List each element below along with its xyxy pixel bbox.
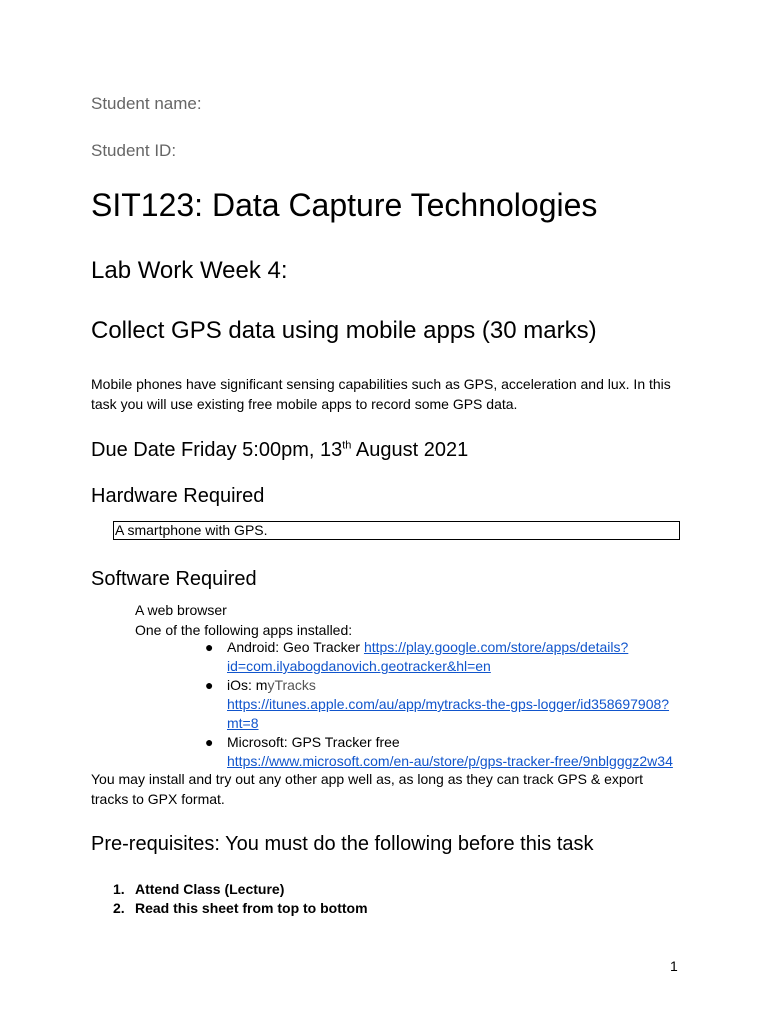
software-line-browser: A web browser bbox=[135, 602, 227, 618]
ios-app-label: iOs: m bbox=[227, 677, 268, 693]
task-title-heading: Collect GPS data using mobile apps (30 marks) bbox=[91, 317, 597, 344]
microsoft-app-label: Microsoft: GPS Tracker free bbox=[227, 734, 400, 750]
prereq-number: 2. bbox=[113, 900, 125, 916]
hardware-heading: Hardware Required bbox=[91, 485, 265, 507]
hardware-item-box: A smartphone with GPS. bbox=[113, 521, 680, 540]
prereq-text: Attend Class (Lecture) bbox=[135, 881, 285, 897]
list-item bbox=[207, 733, 673, 771]
intro-line-1: Mobile phones have significant sensing capabilities such as GPS, acceleration and lux. In this bbox=[91, 376, 671, 392]
android-app-label: Android: Geo Tracker bbox=[227, 639, 364, 655]
prereq-list bbox=[113, 880, 368, 918]
bullet-icon: ● bbox=[205, 639, 214, 655]
software-heading: Software Required bbox=[91, 568, 257, 590]
software-intro bbox=[135, 600, 352, 640]
prereq-number: 1. bbox=[113, 881, 125, 897]
ios-app-label-rest: yTracks bbox=[267, 677, 316, 693]
due-date-suffix: August 2021 bbox=[351, 439, 469, 461]
due-date-prefix: Due Date Friday 5:00pm, 13 bbox=[91, 439, 343, 461]
due-date-ordinal: th bbox=[342, 439, 352, 452]
bullet-icon: ● bbox=[205, 734, 214, 750]
android-app-link-cont[interactable]: id=com.ilyabogdanovich.geotracker&hl=en bbox=[227, 658, 491, 674]
prereq-text: Read this sheet from top to bottom bbox=[135, 900, 368, 916]
due-date-heading bbox=[91, 437, 468, 463]
lab-week-heading: Lab Work Week 4: bbox=[91, 257, 288, 284]
intro-line-2: task you will use existing free mobile apps to record some GPS data. bbox=[91, 396, 518, 412]
page-number: 1 bbox=[670, 958, 678, 974]
closing-line-2: tracks to GPX format. bbox=[91, 791, 225, 807]
software-closing-paragraph bbox=[91, 769, 681, 809]
student-name-label: Student name: bbox=[91, 94, 202, 113]
list-item bbox=[113, 899, 368, 918]
list-item bbox=[207, 638, 673, 676]
bullet-icon: ● bbox=[205, 677, 214, 693]
student-id-label: Student ID: bbox=[91, 141, 177, 160]
android-app-link[interactable]: https://play.google.com/store/apps/details? bbox=[363, 639, 629, 655]
prereq-heading: Pre-requisites: You must do the following before this task bbox=[91, 833, 594, 855]
closing-line-1: You may install and try out any other app well as, as long as they can track GPS & export bbox=[91, 771, 644, 787]
list-item bbox=[113, 880, 368, 899]
microsoft-app-link[interactable]: https://www.microsoft.com/en-au/store/p/gps-tracker-free/9nblgggz2w34 bbox=[227, 753, 673, 769]
list-item bbox=[207, 676, 673, 733]
ios-app-link-cont[interactable]: mt=8 bbox=[227, 715, 259, 731]
software-line-apps: One of the following apps installed: bbox=[135, 622, 353, 638]
ios-app-link[interactable]: https://itunes.apple.com/au/app/mytracks-the-gps-logger/id358697908? bbox=[227, 696, 670, 712]
document-title: SIT123: Data Capture Technologies bbox=[91, 187, 598, 223]
intro-paragraph bbox=[91, 374, 691, 414]
app-list bbox=[207, 638, 673, 771]
